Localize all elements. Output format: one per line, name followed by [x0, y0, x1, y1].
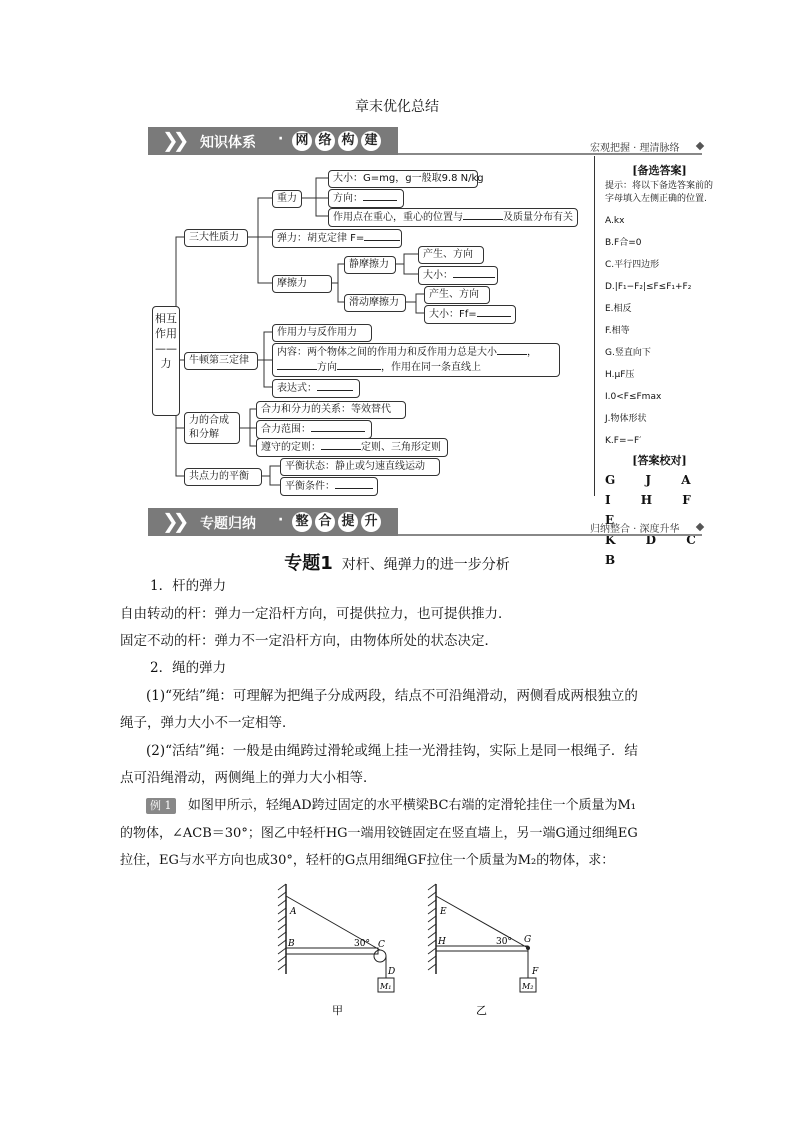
answer-option: H.μF压	[605, 370, 635, 380]
map-branch-three-forces: 三大性质力	[184, 229, 248, 247]
map-gravity-size: 大小：G=mg，g一般取9.8 N/kg	[328, 170, 478, 188]
answer-option: K.F=−F′	[605, 436, 642, 446]
answer-option: J.物体形状	[605, 414, 647, 424]
section-title: 对杆、绳弹力的进一步分析	[341, 557, 510, 573]
label: ，作用在同一条直线上	[381, 362, 481, 373]
label: 内容：两个物体之间的作用力和反作用力总是大小	[277, 347, 497, 358]
chevron-icon: ❯❯	[162, 128, 184, 152]
map-branch-equilibrium: 共点力的平衡	[184, 468, 262, 486]
blank	[321, 440, 361, 450]
banner-char: 建	[361, 131, 381, 151]
label-E: E	[440, 907, 447, 917]
answer-option: G.竖直向下	[605, 348, 651, 358]
label: 平衡条件：	[285, 481, 335, 492]
map-comp-a: 合力和分力的关系：等效替代	[256, 401, 406, 419]
label: 表达式：	[277, 383, 317, 394]
answer-hint: 提示：将以下备选答案前的字母填入左侧正确的位置.	[605, 181, 714, 204]
answer-option: D.|F₁−F₂|≤F≤F₁+F₂	[605, 282, 692, 292]
blank	[337, 360, 381, 370]
banner-rule	[398, 534, 702, 546]
caption-2: 乙	[476, 1004, 487, 1017]
banner-label: 专题归纳	[200, 516, 256, 532]
label: 作用点在重心，重心的位置与	[333, 212, 463, 223]
label: 方向：	[333, 193, 363, 204]
label-H: H	[438, 937, 446, 947]
map-root: 相互作用——力	[152, 306, 180, 416]
label-angle: 30°	[354, 939, 370, 949]
example-line: 拉住，EG与水平方向也成30°，轻杆的G点用细绳GF拉住一个质量为M₂的物体，求：	[120, 853, 615, 868]
answer-row: K D C B	[605, 533, 709, 567]
map-branch-composition	[184, 412, 240, 444]
banner-char: 构	[338, 131, 358, 151]
label: 方向	[317, 362, 337, 373]
banner-char: 提	[338, 512, 358, 532]
answer-option: A.kx	[605, 216, 625, 226]
banner-dot: ·	[278, 512, 284, 528]
map-gravity-direction	[328, 189, 404, 208]
label-D: D	[388, 967, 396, 977]
banner-char: 网	[292, 131, 312, 151]
label-C: C	[378, 940, 385, 950]
map-sliding-a: 产生、方向	[424, 286, 490, 304]
banner-char: 络	[315, 131, 335, 151]
blank	[311, 422, 365, 432]
joint-G	[526, 946, 530, 950]
map-elastic	[272, 229, 402, 248]
answer-option: E.相反	[605, 304, 632, 314]
map-n3-a: 作用力与反作用力	[272, 324, 372, 342]
blank	[453, 268, 495, 278]
paragraph: (1)“死结”绳：可理解为把绳子分成两段，结点不可沿绳滑动，两侧看成两根独立的	[146, 688, 638, 704]
label-G: G	[524, 935, 532, 945]
label-A: A	[290, 907, 297, 917]
figure-1	[278, 884, 394, 992]
section-banner-topics	[148, 508, 398, 536]
blank	[277, 360, 317, 370]
banner-right-text: 宏观把握 · 理清脉络	[590, 143, 680, 154]
label: 遵守的定则：	[261, 442, 321, 453]
example-line: 的物体，∠ACB＝30°；图乙中轻杆HG一端用铰链固定在竖直墙上，另一端G通过细绳EG	[120, 826, 638, 841]
paragraph: 2．绳的弹力	[150, 660, 227, 676]
answer-option: B.F合=0	[605, 238, 642, 248]
map-gravity: 重力	[272, 190, 302, 208]
label: 弹力：胡克定律 F=	[277, 233, 365, 244]
paragraph: 1．杆的弹力	[150, 578, 227, 594]
map-sliding-friction: 滑动摩擦力	[344, 294, 406, 312]
map-comp-c	[256, 438, 448, 457]
answer-option: C.平行四边形	[605, 260, 660, 270]
label: 合力范围：	[261, 424, 311, 435]
map-branch-newton-third: 牛顿第三定律	[184, 352, 258, 370]
blank	[477, 307, 511, 317]
map-eq-a: 平衡状态：静止或匀速直线运动	[280, 458, 440, 476]
banner-char: 整	[292, 512, 312, 532]
banner-char: 升	[361, 512, 381, 532]
paragraph: 绳子，弹力大小不一定相等．	[120, 715, 296, 731]
answer-option: I.0<F≤Fmax	[605, 392, 662, 402]
paragraph: 自由转动的杆：弹力一定沿杆方向，可提供拉力，也可提供推力．	[120, 606, 512, 622]
label: 大小：	[423, 270, 453, 281]
label-M2: M₂	[522, 982, 534, 991]
answer-option: F.相等	[605, 326, 630, 336]
blank	[317, 381, 353, 391]
label: 定则、三角形定则	[361, 442, 441, 453]
paragraph: 固定不动的杆：弹力不一定沿杆方向，由物体所处的状态决定．	[120, 633, 498, 649]
chevron-icon: ❯❯	[162, 509, 184, 533]
map-n3-b: 内容：两个物体之间的作用力和反作用力总是大小 ， 方向 ，作用在同一条直线上	[272, 343, 560, 377]
label-M1: M₁	[380, 982, 392, 991]
answer-check-header: [答案校对]	[632, 454, 687, 467]
map-sliding-b	[424, 305, 516, 324]
page-title: 章末优化总结	[355, 99, 439, 115]
caption-1: 甲	[332, 1004, 343, 1017]
label-B: B	[288, 939, 295, 949]
banner-right-text: 归纳整合 · 深度升华	[590, 524, 680, 535]
banner-char: 合	[315, 512, 335, 532]
blank	[364, 231, 400, 241]
map-friction: 摩擦力	[272, 275, 332, 293]
blank	[463, 210, 503, 220]
banner-dot: ·	[278, 131, 284, 147]
blank	[363, 191, 397, 201]
paragraph: 点可沿绳滑动，两侧绳上的弹力大小相等．	[120, 770, 377, 786]
map-n3-c	[272, 379, 360, 398]
label: 大小：Ff=	[429, 309, 477, 320]
paragraph: (2)“活结”绳：一般是由绳跨过滑轮或绳上挂一光滑挂钩，实际上是同一根绳子．结	[146, 743, 638, 759]
map-static-friction: 静摩擦力	[344, 256, 396, 274]
blank	[335, 479, 373, 489]
example-line	[146, 792, 716, 820]
map-eq-b	[280, 477, 378, 496]
map-comp-b	[256, 420, 372, 439]
label: 及质量分布有关	[503, 212, 573, 223]
banner-label: 知识体系	[200, 135, 256, 151]
label: 和分解	[189, 429, 219, 440]
blank	[497, 345, 527, 355]
label-F: F	[532, 967, 539, 977]
physics-figures	[270, 880, 560, 1020]
map-static-b	[418, 266, 498, 285]
map-gravity-point	[328, 208, 578, 227]
label: 力的合成	[189, 415, 229, 426]
answer-header: [备选答案]	[632, 164, 687, 177]
example-text: 如图甲所示，轻绳AD跨过固定的水平横梁BC右端的定滑轮挂住一个质量为M₁	[187, 798, 636, 813]
map-static-a: 产生、方向	[418, 246, 484, 264]
answer-row: G J A I H F E	[605, 473, 704, 527]
section-label: 专题1	[284, 553, 333, 574]
label-angle: 30°	[496, 937, 512, 947]
example-tag: 例 1	[146, 798, 176, 814]
